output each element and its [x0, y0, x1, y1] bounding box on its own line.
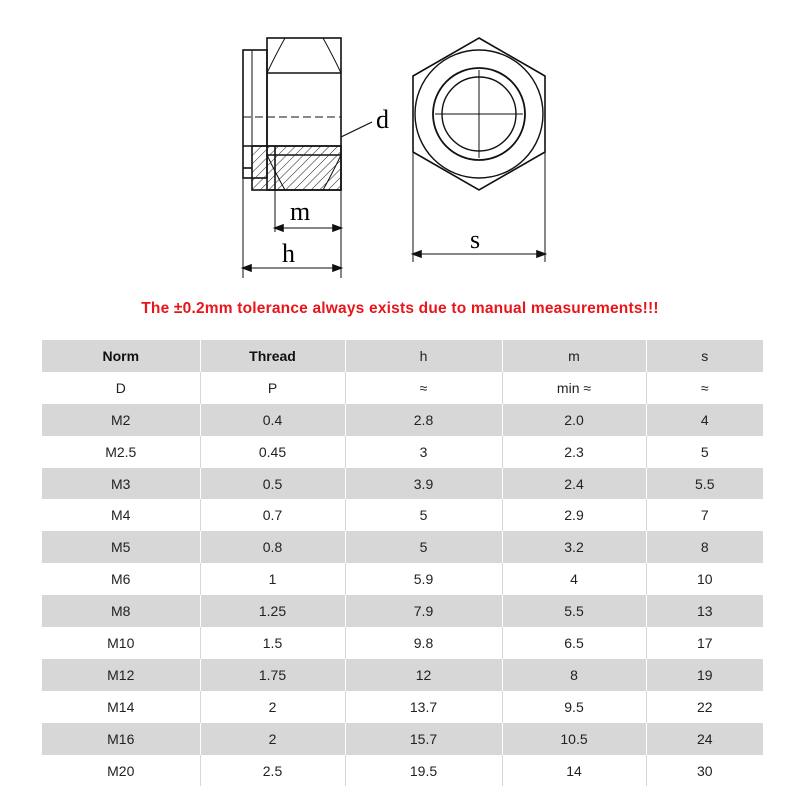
table-cell: M8 — [42, 595, 200, 627]
header-thread: Thread — [200, 340, 345, 372]
dimension-table — [42, 340, 763, 786]
table-cell: 2.9 — [502, 499, 646, 531]
table-cell: 6.5 — [502, 627, 646, 659]
table-cell: 0.4 — [200, 404, 345, 436]
table-cell: 7 — [646, 499, 763, 531]
table-row — [42, 468, 763, 500]
table-cell: 19.5 — [345, 755, 502, 787]
table-cell: 22 — [646, 691, 763, 723]
tolerance-notice: The ±0.2mm tolerance always exists due to manual measurements!!! — [141, 300, 659, 317]
table-cell: 2.0 — [502, 404, 646, 436]
table-cell: M2 — [42, 404, 200, 436]
table-row — [42, 659, 763, 691]
table-cell: 30 — [646, 755, 763, 787]
table-cell: 3.9 — [345, 468, 502, 500]
table-cell: 5 — [345, 531, 502, 563]
table-cell: 10 — [646, 563, 763, 595]
table-row — [42, 499, 763, 531]
table-cell: M14 — [42, 691, 200, 723]
table-cell: 12 — [345, 659, 502, 691]
table-cell: 4 — [646, 404, 763, 436]
dim-label-s: s — [470, 225, 481, 254]
table-cell: 15.7 — [345, 723, 502, 755]
table-cell: 0.45 — [200, 436, 345, 468]
dim-label-d: d — [376, 105, 389, 134]
header-s: s — [646, 340, 763, 372]
table-cell: 1.75 — [200, 659, 345, 691]
header-norm: Norm — [42, 340, 200, 372]
table-cell: 8 — [646, 531, 763, 563]
table-cell: 5 — [646, 436, 763, 468]
subheader-h: ≈ — [345, 372, 502, 404]
table-cell: 0.8 — [200, 531, 345, 563]
table-row — [42, 531, 763, 563]
table-row — [42, 436, 763, 468]
table-cell: 8 — [502, 659, 646, 691]
nut-technical-drawing — [0, 0, 800, 295]
table-cell: M10 — [42, 627, 200, 659]
table-cell: 5 — [345, 499, 502, 531]
header-m: m — [502, 340, 646, 372]
table-cell: 19 — [646, 659, 763, 691]
table-cell: M16 — [42, 723, 200, 755]
table-row — [42, 404, 763, 436]
table-cell: 2.3 — [502, 436, 646, 468]
table-cell: 7.9 — [345, 595, 502, 627]
table-cell: 0.7 — [200, 499, 345, 531]
table-cell: 9.5 — [502, 691, 646, 723]
table-cell: 5.5 — [646, 468, 763, 500]
table-subheader-row — [42, 372, 763, 404]
table-cell: 2 — [200, 723, 345, 755]
table-cell: M6 — [42, 563, 200, 595]
table-row — [42, 627, 763, 659]
table-cell: 10.5 — [502, 723, 646, 755]
table-row — [42, 723, 763, 755]
dim-label-h: h — [282, 239, 295, 268]
table-row — [42, 563, 763, 595]
table-cell: 2.4 — [502, 468, 646, 500]
table-row — [42, 595, 763, 627]
table-cell: 24 — [646, 723, 763, 755]
table-cell: 3 — [345, 436, 502, 468]
table-row — [42, 691, 763, 723]
threaded-section-hatch — [252, 146, 341, 190]
table-cell: M12 — [42, 659, 200, 691]
table-cell: 5.5 — [502, 595, 646, 627]
table-cell: 17 — [646, 627, 763, 659]
table-cell: M3 — [42, 468, 200, 500]
header-h: h — [345, 340, 502, 372]
table-cell: M2.5 — [42, 436, 200, 468]
table-cell: 5.9 — [345, 563, 502, 595]
table-cell: 1.5 — [200, 627, 345, 659]
table-cell: 3.2 — [502, 531, 646, 563]
table-cell: 4 — [502, 563, 646, 595]
table-cell: 2.8 — [345, 404, 502, 436]
table-cell: 14 — [502, 755, 646, 787]
subheader-s: ≈ — [646, 372, 763, 404]
table-cell: 1 — [200, 563, 345, 595]
table-cell: 13 — [646, 595, 763, 627]
table-cell: M4 — [42, 499, 200, 531]
subheader-p: P — [200, 372, 345, 404]
subheader-m: min ≈ — [502, 372, 646, 404]
table-cell: 2.5 — [200, 755, 345, 787]
table-cell: 1.25 — [200, 595, 345, 627]
side-view — [243, 38, 372, 278]
table-cell: M20 — [42, 755, 200, 787]
dim-label-m: m — [290, 197, 311, 226]
table-cell: 9.8 — [345, 627, 502, 659]
table-cell: M5 — [42, 531, 200, 563]
table-cell: 0.5 — [200, 468, 345, 500]
subheader-d: D — [42, 372, 200, 404]
table-cell: 13.7 — [345, 691, 502, 723]
table-header-row — [42, 340, 763, 372]
table-cell: 2 — [200, 691, 345, 723]
table-row — [42, 755, 763, 787]
